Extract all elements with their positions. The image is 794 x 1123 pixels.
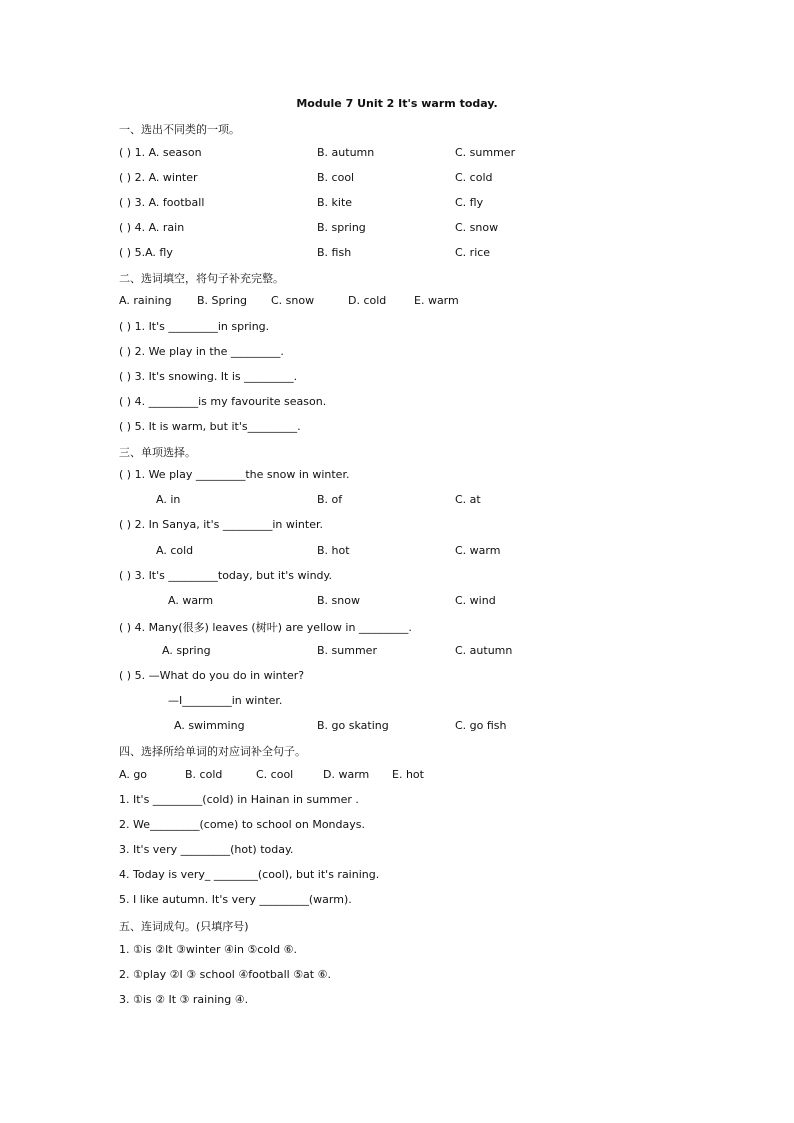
s1-q5: ( ) 5.A. fly <box>119 246 173 259</box>
s2-option-a: A. raining <box>119 294 172 307</box>
s3-q1-a: A. in <box>156 493 181 506</box>
s1-q5-b: B. fish <box>317 246 352 259</box>
s3-q4: ( ) 4. Many(很多) leaves (树叶) are yellow in _________. <box>119 621 412 634</box>
s2-q2: ( ) 2. We play in the _________. <box>119 345 284 358</box>
s1-q4: ( ) 4. A. rain <box>119 221 185 234</box>
s3-q5: ( ) 5. —What do you do in winter? <box>119 669 305 682</box>
s4-q4: 4. Today is very_ ________(cool), but it's raining. <box>119 868 380 881</box>
s3-q2-a: A. cold <box>156 544 194 557</box>
s1-q4-c: C. snow <box>455 221 499 234</box>
s3-q4-b: B. summer <box>317 644 377 657</box>
section-4-heading: 四、选择所给单词的对应词补全句子。 <box>119 745 306 758</box>
s4-q3: 3. It's very _________(hot) today. <box>119 843 294 856</box>
s3-q2: ( ) 2. In Sanya, it's _________in winter. <box>119 518 323 531</box>
s3-q3-c: C. wind <box>455 594 496 607</box>
s4-q5: 5. I like autumn. It's very _________(warm). <box>119 893 352 906</box>
s5-q2: 2. ①play ②I ③ school ④football ⑤at ⑥. <box>119 968 331 981</box>
s5-q1: 1. ①is ②It ③winter ④in ⑤cold ⑥. <box>119 943 297 956</box>
s4-option-d: D. warm <box>323 768 370 781</box>
s3-q2-c: C. warm <box>455 544 501 557</box>
s2-option-b: B. Spring <box>197 294 248 307</box>
s4-q1: 1. It's _________(cold) in Hainan in summer . <box>119 793 359 806</box>
s2-option-d: D. cold <box>348 294 387 307</box>
section-3-heading: 三、单项选择。 <box>119 446 196 459</box>
s3-q5-c: C. go fish <box>455 719 507 732</box>
s3-q1: ( ) 1. We play _________the snow in winter. <box>119 468 350 481</box>
s3-q2-b: B. hot <box>317 544 350 557</box>
s4-q2: 2. We_________(come) to school on Mondays. <box>119 818 365 831</box>
s2-q4: ( ) 4. _________is my favourite season. <box>119 395 327 408</box>
s2-q3: ( ) 3. It's snowing. It is _________. <box>119 370 298 383</box>
s3-q3-b: B. snow <box>317 594 360 607</box>
s3-q1-c: C. at <box>455 493 481 506</box>
s1-q2-b: B. cool <box>317 171 355 184</box>
section-1-heading: 一、选出不同类的一项。 <box>119 123 240 136</box>
s1-q1: ( ) 1. A. season <box>119 146 202 159</box>
s4-option-e: E. hot <box>392 768 424 781</box>
s3-q4-a: A. spring <box>162 644 211 657</box>
s1-q2: ( ) 2. A. winter <box>119 171 198 184</box>
s1-q4-b: B. spring <box>317 221 366 234</box>
s4-option-a: A. go <box>119 768 148 781</box>
s3-q4-c: C. autumn <box>455 644 513 657</box>
s4-option-c: C. cool <box>256 768 294 781</box>
s2-option-e: E. warm <box>414 294 459 307</box>
s3-q5-b: B. go skating <box>317 719 389 732</box>
section-2-heading: 二、选词填空，将句子补充完整。 <box>119 272 284 285</box>
s3-q5-line2: —I_________in winter. <box>168 694 283 707</box>
s2-q1: ( ) 1. It's _________in spring. <box>119 320 270 333</box>
worksheet-title: Module 7 Unit 2 It's warm today. <box>296 97 498 110</box>
s1-q2-c: C. cold <box>455 171 493 184</box>
s4-option-b: B. cold <box>185 768 223 781</box>
s3-q3: ( ) 3. It's _________today, but it's windy. <box>119 569 332 582</box>
s1-q1-c: C. summer <box>455 146 516 159</box>
s5-q3: 3. ①is ② It ③ raining ④. <box>119 993 249 1006</box>
section-5-heading: 五、连词成句。(只填序号) <box>119 920 249 933</box>
s2-option-c: C. snow <box>271 294 315 307</box>
s2-q5: ( ) 5. It is warm, but it's_________. <box>119 420 301 433</box>
s1-q1-b: B. autumn <box>317 146 375 159</box>
s1-q5-c: C. rice <box>455 246 491 259</box>
s1-q3-c: C. fly <box>455 196 484 209</box>
s1-q3: ( ) 3. A. football <box>119 196 205 209</box>
s3-q5-a: A. swimming <box>174 719 245 732</box>
s3-q3-a: A. warm <box>168 594 214 607</box>
s1-q3-b: B. kite <box>317 196 353 209</box>
s3-q1-b: B. of <box>317 493 343 506</box>
